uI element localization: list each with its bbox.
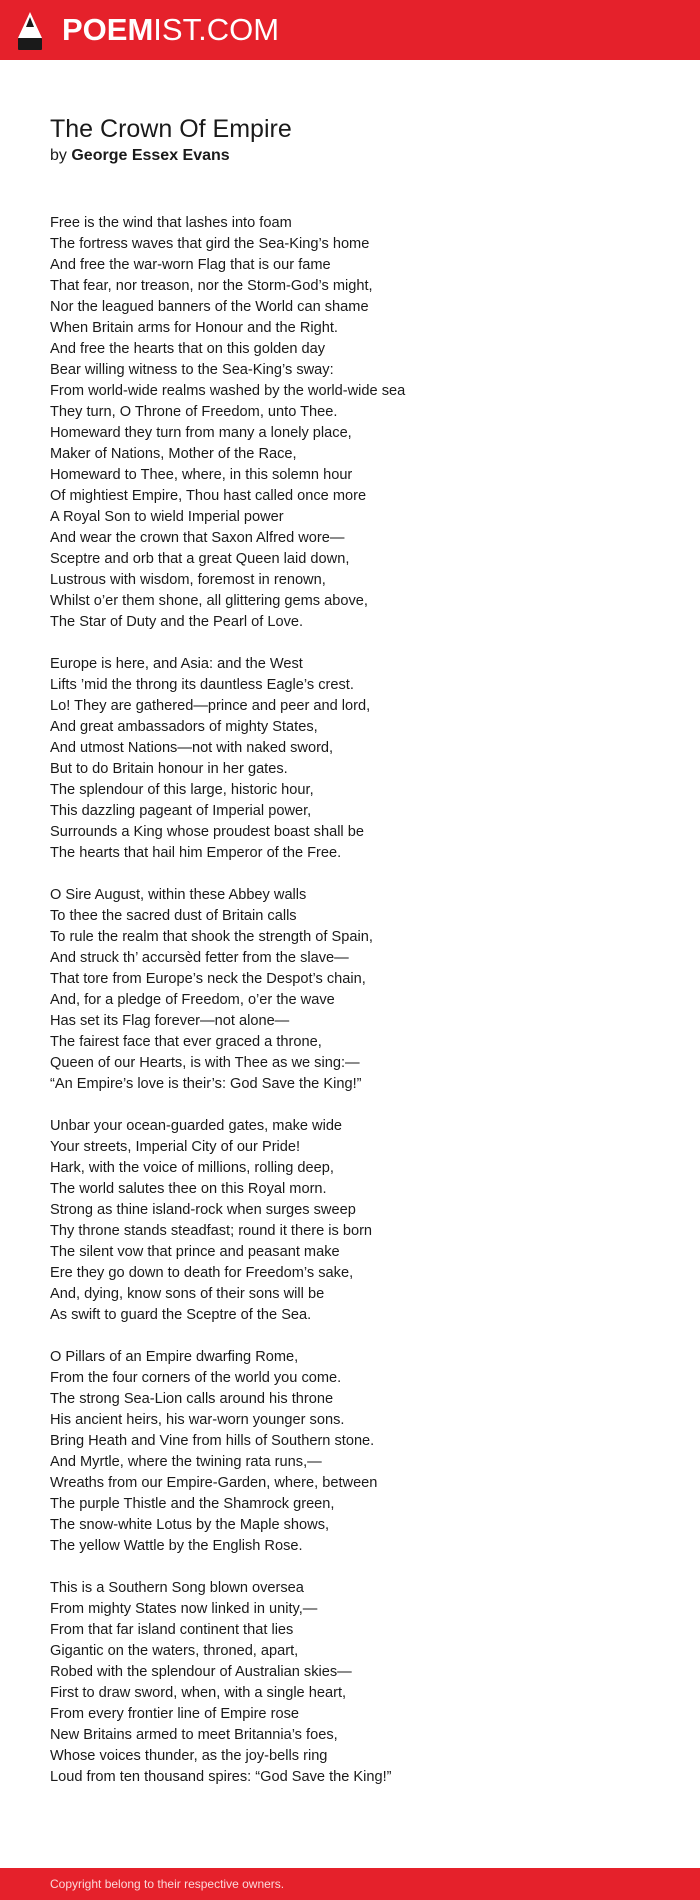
poem-line: The snow-white Lotus by the Maple shows, <box>50 1517 330 1533</box>
poem-line: And wear the crown that Saxon Alfred wore— <box>50 530 345 546</box>
poem-line: And, for a pledge of Freedom, o’er the wave <box>50 992 335 1008</box>
poem-line: And, dying, know sons of their sons will be <box>50 1286 325 1302</box>
by-label: by <box>50 147 67 164</box>
poem-line: Strong as thine island-rock when surges sweep <box>50 1202 356 1218</box>
poem-line: Maker of Nations, Mother of the Race, <box>50 446 297 462</box>
poem-line: Your streets, Imperial City of our Pride! <box>50 1139 301 1155</box>
site-logo-text[interactable] <box>62 13 279 47</box>
poem-line: The hearts that hail him Emperor of the Free. <box>50 845 342 861</box>
poem-line: Homeward they turn from many a lonely place, <box>50 425 352 441</box>
poem-line: When Britain arms for Honour and the Right. <box>50 320 338 336</box>
poem-line: Hark, with the voice of millions, rolling deep, <box>50 1160 334 1176</box>
poem-line: And utmost Nations—not with naked sword, <box>50 740 334 756</box>
poem-line: As swift to guard the Sceptre of the Sea. <box>50 1307 312 1323</box>
stanza <box>50 1116 670 1326</box>
stanza <box>50 213 670 633</box>
brand-bold: POEM <box>62 12 154 47</box>
poem-line: From that far island continent that lies <box>50 1622 294 1638</box>
brand-light: IST.COM <box>153 12 280 47</box>
poem-line: Bear willing witness to the Sea-King’s sway: <box>50 362 334 378</box>
poem-line: Gigantic on the waters, throned, apart, <box>50 1643 299 1659</box>
poem-line: A Royal Son to wield Imperial power <box>50 509 284 525</box>
poem-line: The Star of Duty and the Pearl of Love. <box>50 614 304 630</box>
poem-line: The strong Sea-Lion calls around his throne <box>50 1391 334 1407</box>
poem-line: Lifts ’mid the throng its dauntless Eagle’s crest. <box>50 677 354 693</box>
poem-line: And struck th’ accursèd fetter from the slave— <box>50 950 349 966</box>
poem-line: Wreaths from our Empire-Garden, where, between <box>50 1475 378 1491</box>
poem-line: Whilst o’er them shone, all glittering gems above, <box>50 593 368 609</box>
poem-line: The fortress waves that gird the Sea-King’s home <box>50 236 370 252</box>
poem-line: Sceptre and orb that a great Queen laid down, <box>50 551 350 567</box>
poem-line: From every frontier line of Empire rose <box>50 1706 299 1722</box>
poem-line: Unbar your ocean-guarded gates, make wide <box>50 1118 343 1134</box>
poem-line: Bring Heath and Vine from hills of Southern stone. <box>50 1433 375 1449</box>
poem-line: And Myrtle, where the twining rata runs,— <box>50 1454 322 1470</box>
poem-line: Lo! They are gathered—prince and peer and lord, <box>50 698 371 714</box>
poem-line: His ancient heirs, his war-worn younger sons. <box>50 1412 345 1428</box>
poem-line: The world salutes thee on this Royal morn. <box>50 1181 327 1197</box>
author-name: George Essex Evans <box>71 147 230 164</box>
poem-line: The purple Thistle and the Shamrock green, <box>50 1496 335 1512</box>
poem-line: Of mightiest Empire, Thou hast called once more <box>50 488 367 504</box>
stanza <box>50 654 670 864</box>
poem-byline <box>50 146 670 166</box>
poem-line: Has set its Flag forever—not alone— <box>50 1013 290 1029</box>
poem-line: Ere they go down to death for Freedom’s sake, <box>50 1265 354 1281</box>
poem-line: Loud from ten thousand spires: “God Save the King!” <box>50 1769 392 1785</box>
poem-line: To rule the realm that shook the strength of Spain, <box>50 929 373 945</box>
site-header <box>0 0 700 60</box>
poem-line: Surrounds a King whose proudest boast shall be <box>50 824 364 840</box>
poem-line: O Sire August, within these Abbey walls <box>50 887 307 903</box>
poem-line: “An Empire’s love is their’s: God Save the King!” <box>50 1076 362 1092</box>
poem-line: But to do Britain honour in her gates. <box>50 761 288 777</box>
site-footer <box>0 1868 700 1900</box>
poem-line: O Pillars of an Empire dwarfing Rome, <box>50 1349 299 1365</box>
poem-line: Lustrous with wisdom, foremost in renown, <box>50 572 326 588</box>
poem-line: And free the war-worn Flag that is our fame <box>50 257 331 273</box>
poem-line: From the four corners of the world you come. <box>50 1370 342 1386</box>
poem-line: The splendour of this large, historic hour, <box>50 782 314 798</box>
stanza <box>50 1578 670 1788</box>
stanza <box>50 1347 670 1557</box>
poem-line: From mighty States now linked in unity,— <box>50 1601 318 1617</box>
poem-content <box>50 114 670 1809</box>
poem-line: And free the hearts that on this golden day <box>50 341 326 357</box>
pencil-tip-icon[interactable] <box>17 11 43 51</box>
poem-line: New Britains armed to meet Britannia’s foes, <box>50 1727 338 1743</box>
poem-body <box>50 213 670 1788</box>
poem-line: Thy throne stands steadfast; round it there is born <box>50 1223 373 1239</box>
poem-line: Europe is here, and Asia: and the West <box>50 656 303 672</box>
poem-line: That tore from Europe’s neck the Despot’s chain, <box>50 971 366 987</box>
poem-line: Free is the wind that lashes into foam <box>50 215 292 231</box>
poem-line: Queen of our Hearts, is with Thee as we sing:— <box>50 1055 360 1071</box>
stanza <box>50 885 670 1095</box>
copyright-notice: Copyright belong to their respective owners. <box>50 1877 285 1891</box>
poem-line: From world-wide realms washed by the world-wide sea <box>50 383 406 399</box>
poem-line: The fairest face that ever graced a throne, <box>50 1034 322 1050</box>
poem-line: To thee the sacred dust of Britain calls <box>50 908 297 924</box>
poem-line: This dazzling pageant of Imperial power, <box>50 803 312 819</box>
poem-line: Homeward to Thee, where, in this solemn hour <box>50 467 353 483</box>
poem-title: The Crown Of Empire <box>50 115 292 143</box>
poem-line: Robed with the splendour of Australian skies— <box>50 1664 352 1680</box>
poem-line: The yellow Wattle by the English Rose. <box>50 1538 303 1554</box>
poem-line: And great ambassadors of mighty States, <box>50 719 318 735</box>
poem-line: Nor the leagued banners of the World can shame <box>50 299 369 315</box>
poem-line: This is a Southern Song blown oversea <box>50 1580 304 1596</box>
poem-line: The silent vow that prince and peasant make <box>50 1244 340 1260</box>
poem-line: Whose voices thunder, as the joy-bells ring <box>50 1748 328 1764</box>
poem-line: They turn, O Throne of Freedom, unto Thee. <box>50 404 338 420</box>
poem-line: First to draw sword, when, with a single heart, <box>50 1685 347 1701</box>
poem-line: That fear, nor treason, nor the Storm-God’s might, <box>50 278 373 294</box>
